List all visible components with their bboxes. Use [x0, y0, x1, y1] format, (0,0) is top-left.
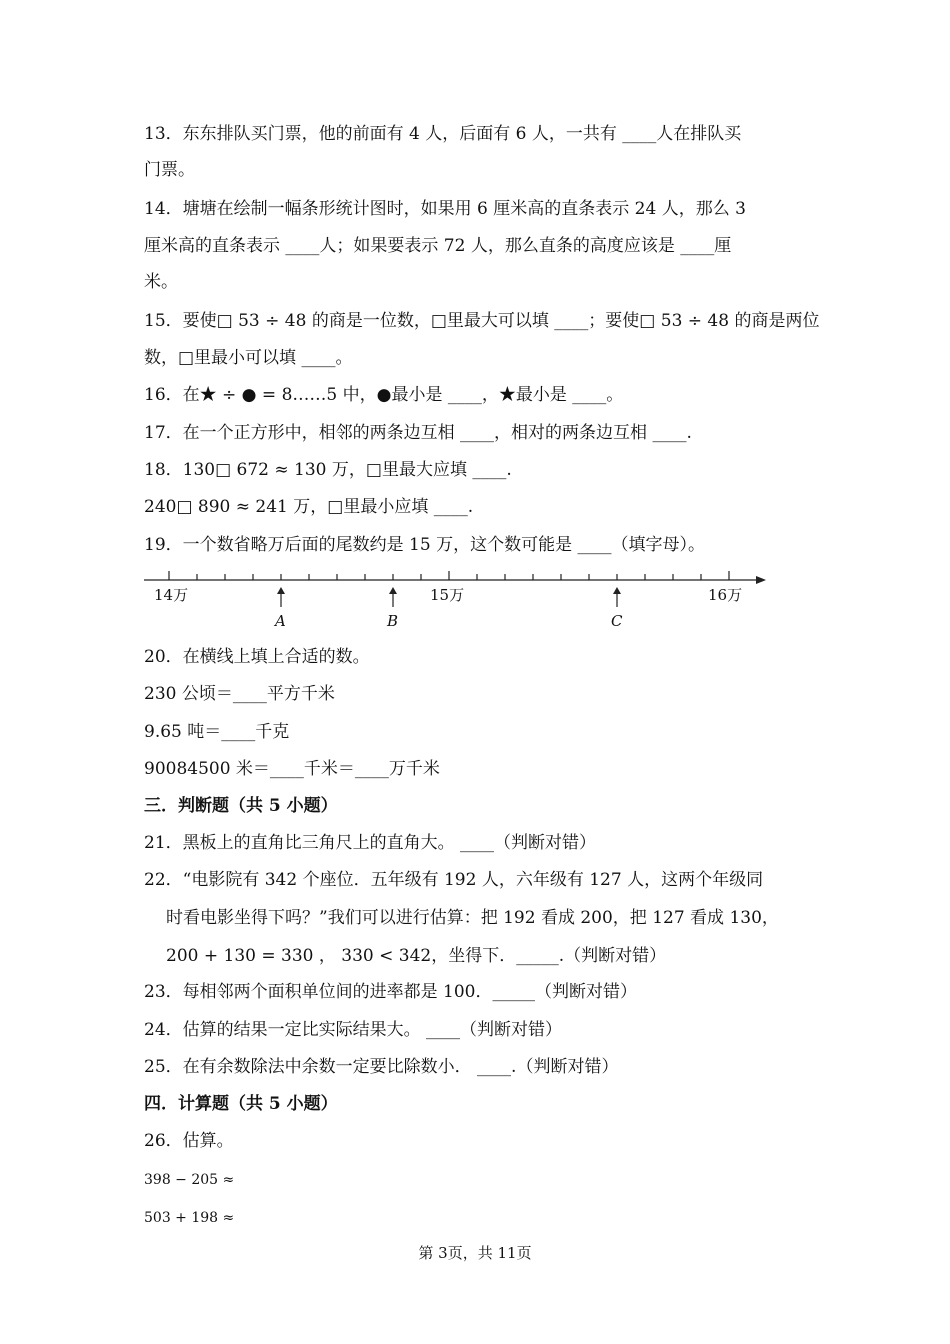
section-4-heading: 四．计算题（共 5 小题）: [144, 1094, 338, 1114]
tick-label-16wan: 16万: [708, 586, 743, 604]
line-25: 25．在有余数除法中余数一定要比除数小． ____.（判断对错）: [144, 1057, 619, 1077]
tick-label-14wan: 14万: [154, 586, 189, 604]
line-13b: 门票。: [144, 160, 195, 180]
point-label-a: A: [275, 612, 286, 630]
line-20c: 90084500 米＝____千米＝____万千米: [144, 759, 440, 779]
line-16: 16．在★ ÷ ● = 8……5 中，●最小是 ____，★最小是 ____。: [144, 385, 624, 405]
number-line-axis: [144, 571, 766, 584]
line-26a: 398 − 205 ≈: [144, 1172, 235, 1188]
line-22a: 22．“电影院有 342 个座位．五年级有 192 人，六年级有 127 人，这两个年级同: [144, 870, 764, 890]
line-21: 21．黑板上的直角比三角尺上的直角大。 ____（判断对错）: [144, 833, 597, 853]
line-18b: 240□ 890 ≈ 241 万，□里最小应填 ____.: [144, 497, 474, 517]
line-19: 19．一个数省略万后面的尾数约是 15 万，这个数可能是 ____（填字母）。: [144, 535, 705, 555]
line-15a: 15．要使□ 53 ÷ 48 的商是一位数，□里最大可以填 ____；要使□ 53 ÷ 48 的商是两位: [144, 311, 820, 331]
section-3-heading: 三．判断题（共 5 小题）: [144, 796, 338, 816]
line-22c: 200 + 130 = 330 ， 330 < 342，坐得下．_____.（判断对错）: [166, 946, 667, 966]
line-18a: 18．130□ 672 ≈ 130 万，□里最大应填 ____.: [144, 460, 512, 480]
line-26b: 503 + 198 ≈: [144, 1210, 235, 1226]
line-14b: 厘米高的直条表示 ____人；如果要表示 72 人，那么直条的高度应该是 ____厘: [144, 236, 732, 256]
tick-label-15wan: 15万: [430, 586, 465, 604]
line-22b: 时看电影坐得下吗？”我们可以进行估算：把 192 看成 200，把 127 看成 130，: [166, 908, 779, 928]
page-footer: 第 3页，共 11页: [418, 1244, 532, 1262]
line-20a: 230 公顷＝____平方千米: [144, 684, 335, 704]
line-26: 26．估算。: [144, 1131, 234, 1151]
number-line: [140, 566, 780, 632]
line-14c: 米。: [144, 272, 178, 292]
line-20b: 9.65 吨＝____千克: [144, 722, 290, 742]
line-14a: 14．塘塘在绘制一幅条形统计图时，如果用 6 厘米高的直条表示 24 人，那么 3: [144, 199, 746, 219]
point-label-b: B: [387, 612, 399, 630]
point-label-c: C: [611, 612, 623, 630]
line-15b: 数，□里最小可以填 ____。: [144, 348, 353, 368]
axis-arrow-icon: [756, 576, 766, 584]
line-17: 17．在一个正方形中，相邻的两条边互相 ____，相对的两条边互相 ____.: [144, 423, 692, 443]
line-13a: 13．东东排队买门票，他的前面有 4 人，后面有 6 人，一共有 ____人在排队买: [144, 124, 742, 144]
line-23: 23．每相邻两个面积单位间的进率都是 100．_____（判断对错）: [144, 982, 637, 1002]
line-24: 24．估算的结果一定比实际结果大。 ____（判断对错）: [144, 1020, 563, 1040]
line-20: 20．在横线上填上合适的数。: [144, 647, 370, 667]
